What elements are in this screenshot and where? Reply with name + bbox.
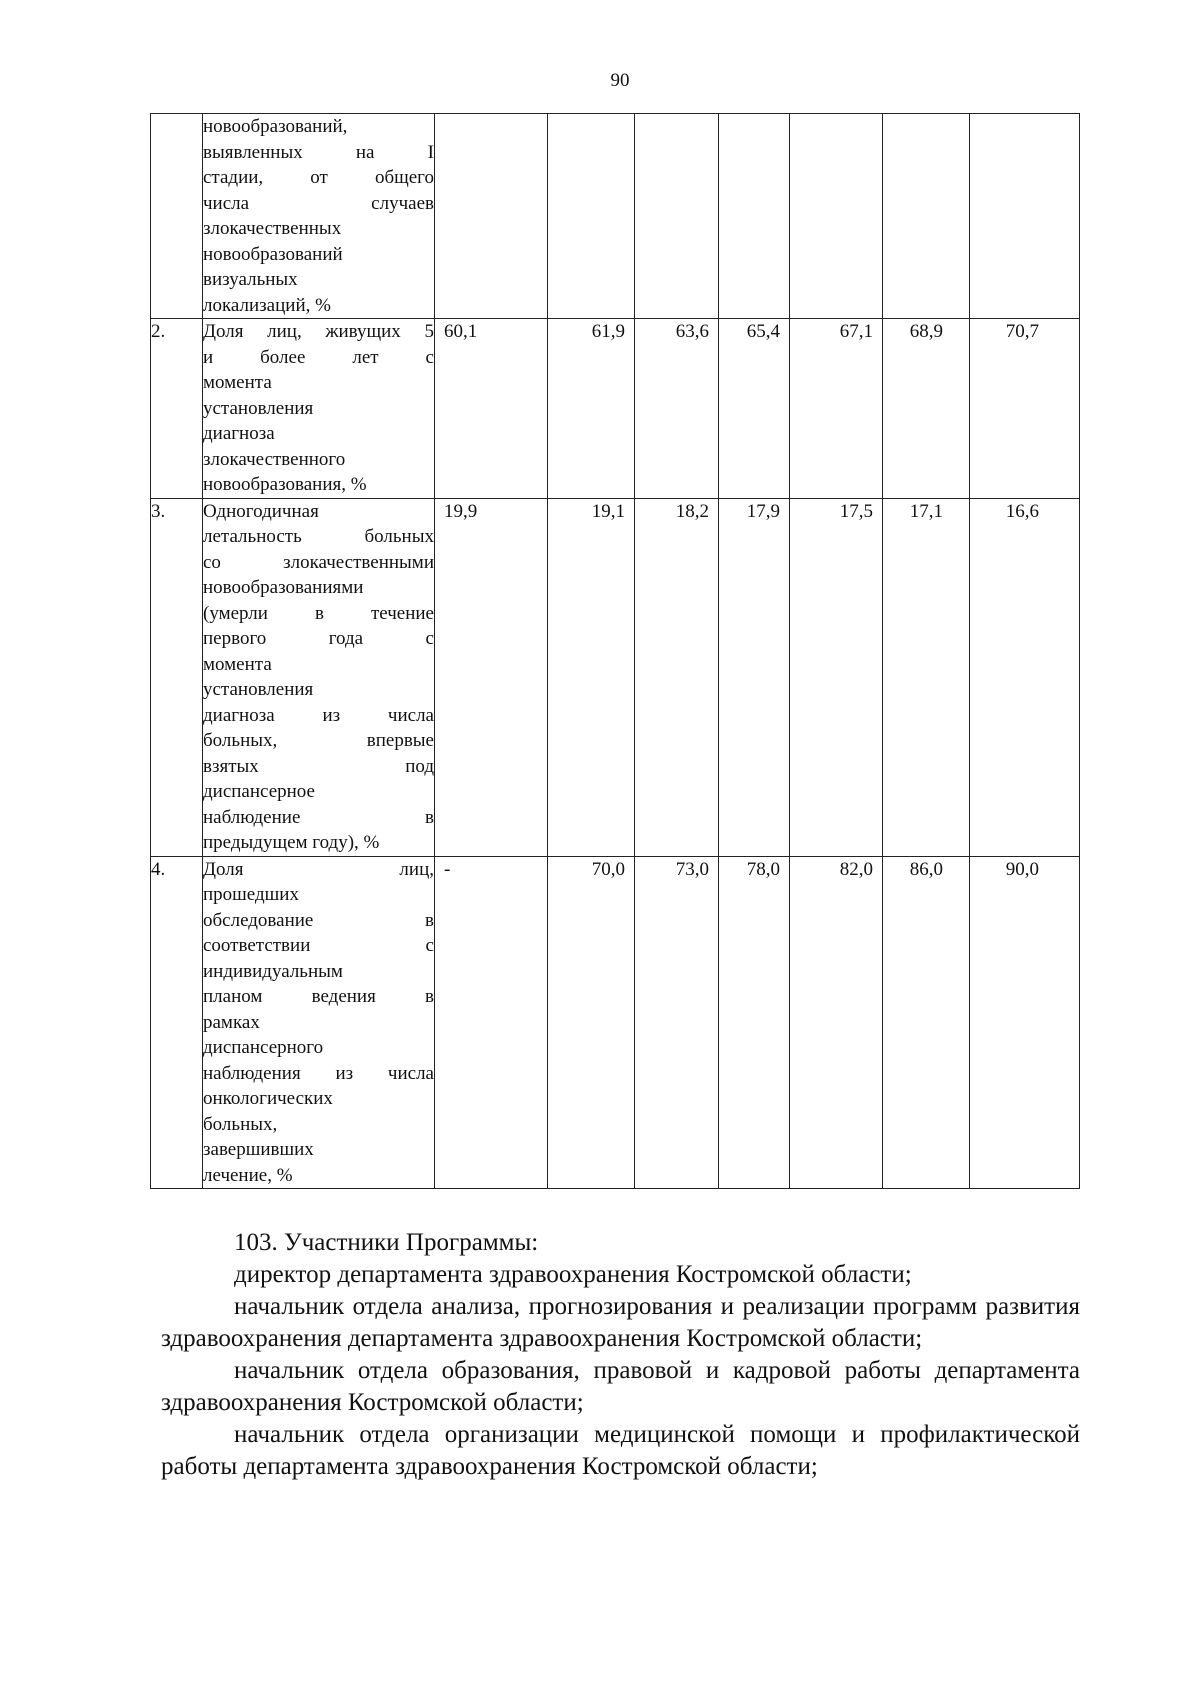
value-cell	[719, 114, 790, 319]
table-row	[151, 498, 1080, 856]
value-cell	[970, 498, 1080, 856]
indicator-name-line: момента	[203, 653, 272, 675]
indicator-name-line: диагноза из числа	[203, 704, 434, 726]
indicator-name-line: злокачественного	[203, 448, 346, 470]
indicator-name-line: диспансерного	[203, 1037, 324, 1058]
value-cell	[635, 498, 719, 856]
page-number: 90	[610, 70, 630, 91]
indicator-name-cell	[203, 856, 435, 1189]
indicator-name-line: прошедших	[203, 884, 299, 905]
indicator-name-line: обследование в	[203, 909, 434, 931]
value-cell	[790, 856, 883, 1189]
indicator-name-line: локализаций, %	[203, 294, 331, 316]
value-cell	[435, 114, 548, 319]
indicator-name-line: онкологических	[203, 1088, 333, 1109]
value-text: 19,1	[591, 500, 625, 522]
indicator-name-line: установления	[203, 397, 314, 419]
value-text: 60,1	[444, 321, 478, 342]
value-text: 61,9	[591, 321, 625, 342]
value-text: 86,0	[909, 858, 943, 880]
value-cell	[883, 114, 970, 319]
indicator-name-line: взятых под	[203, 755, 434, 777]
value-cell	[435, 498, 548, 856]
value-text: 17,1	[909, 500, 943, 522]
value-text: 16,6	[1005, 500, 1039, 522]
value-text: 68,9	[909, 321, 943, 342]
value-text: 67,1	[839, 321, 873, 342]
value-cell	[970, 114, 1080, 319]
indicator-name-line: лечение, %	[203, 1164, 293, 1186]
participant-item: директор департамента здравоохранения Костромской области;	[234, 1261, 912, 1288]
indicator-name-line: первого года с	[203, 628, 434, 649]
indicator-name-line: наблюдения из числа	[203, 1062, 434, 1084]
value-cell	[790, 114, 883, 319]
indicator-name-line: диспансерное	[203, 781, 315, 802]
row-number-cell: 2.	[151, 319, 203, 499]
indicator-name-line: индивидуальным	[203, 960, 343, 982]
indicator-name-line: завершивших	[203, 1139, 314, 1160]
value-cell	[548, 856, 635, 1189]
value-text: 18,2	[675, 500, 709, 522]
value-text: 19,9	[444, 500, 478, 522]
value-cell	[970, 856, 1080, 1189]
value-cell	[548, 114, 635, 319]
table-row	[151, 319, 1080, 499]
value-cell	[790, 498, 883, 856]
value-cell	[883, 498, 970, 856]
indicator-name-line: стадии, от общего	[203, 167, 434, 188]
indicator-name-line: со злокачественными	[203, 551, 434, 573]
value-text: 65,4	[746, 321, 780, 342]
value-cell	[719, 498, 790, 856]
indicator-name-line: установления	[203, 679, 314, 700]
indicator-name-line: больных,	[203, 1113, 278, 1135]
participants-section	[161, 1227, 1080, 1483]
table-row	[151, 856, 1080, 1189]
value-text: 73,0	[675, 858, 709, 880]
indicator-name-line: больных, впервые	[203, 730, 434, 751]
value-cell	[790, 319, 883, 499]
value-text: 70,7	[1005, 321, 1039, 342]
indicator-name-line: числа случаев	[203, 192, 434, 214]
value-cell	[548, 319, 635, 499]
indicator-name-line: Одногодичная	[203, 500, 319, 522]
value-text: 17,9	[746, 500, 780, 522]
indicator-name-line: предыдущем году), %	[203, 832, 380, 853]
indicator-name-line: летальность больных	[203, 526, 434, 547]
indicator-name-line: новообразований	[203, 243, 343, 265]
participant-item: начальник отдела организации медицинской помощи и профилактической работы департамента здравоохранения Костромской области;	[161, 1421, 1080, 1480]
value-cell	[719, 319, 790, 499]
value-text: 17,5	[839, 500, 873, 522]
indicator-name-line: (умерли в течение	[203, 602, 434, 624]
indicator-name-line: выявленных на I	[203, 141, 434, 163]
indicator-name-line: Доля лиц,	[203, 858, 434, 880]
indicator-name-line: новообразованиями	[203, 577, 364, 598]
value-cell	[435, 319, 548, 499]
indicator-name-line: и более лет с	[203, 346, 434, 368]
value-cell	[719, 856, 790, 1189]
indicator-name-cell	[203, 498, 435, 856]
indicator-name-line: планом ведения в	[203, 986, 434, 1007]
indicator-name-line: наблюдение в	[203, 806, 434, 828]
indicator-name-line: момента	[203, 372, 272, 393]
indicator-name-line: Доля лиц, живущих 5	[203, 321, 434, 342]
indicator-name-line: новообразования, %	[203, 474, 367, 495]
value-cell	[883, 319, 970, 499]
row-number-cell	[151, 114, 203, 319]
value-text: -	[444, 858, 451, 880]
indicator-name-line: диагноза	[203, 423, 275, 444]
indicators-table	[150, 113, 1080, 1189]
value-text: 78,0	[746, 858, 780, 880]
indicator-name-line: злокачественных	[203, 218, 342, 239]
indicator-name-line: новообразований,	[203, 116, 348, 137]
value-cell	[635, 114, 719, 319]
value-text: 82,0	[839, 858, 873, 880]
value-cell	[970, 319, 1080, 499]
indicator-name-line: рамках	[203, 1011, 260, 1033]
indicator-name-line: визуальных	[203, 269, 298, 290]
value-cell	[435, 856, 548, 1189]
value-cell	[548, 498, 635, 856]
row-number-cell: 4.	[151, 856, 203, 1189]
participant-item: начальник отдела анализа, прогнозирования и реализации программ развития здравоохранения департамента здравоохранения Костромской области;	[161, 1293, 1080, 1352]
table-row	[151, 114, 1080, 319]
value-cell	[635, 319, 719, 499]
value-text: 63,6	[675, 321, 709, 342]
value-cell	[883, 856, 970, 1189]
value-cell	[635, 856, 719, 1189]
indicator-name-line: соответствии с	[203, 935, 434, 956]
value-text: 70,0	[591, 858, 625, 880]
indicator-name-cell	[203, 319, 435, 499]
row-number-cell: 3.	[151, 498, 203, 856]
section-heading: 103. Участники Программы:	[234, 1229, 539, 1256]
participant-item: начальник отдела образования, правовой и кадровой работы департамента здравоохранения Костромской области;	[161, 1357, 1080, 1416]
indicator-name-cell	[203, 114, 435, 319]
value-text: 90,0	[1005, 858, 1039, 880]
